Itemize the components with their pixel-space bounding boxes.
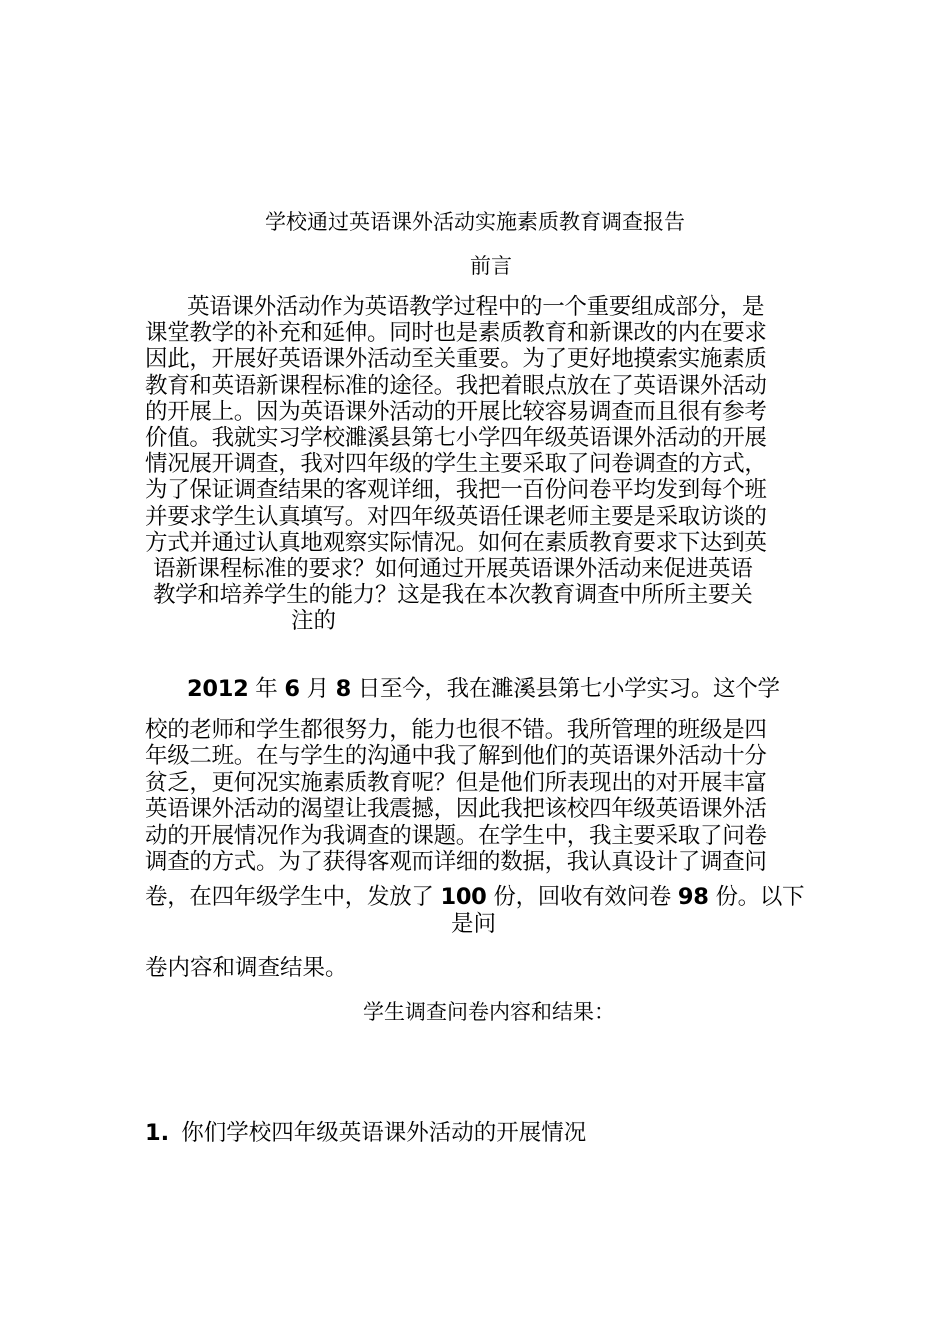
preface-line: 因此，开展好英语课外活动至关重要。为了更好地摸索实施素质 xyxy=(145,346,767,373)
body-last-prefix: 卷，在四年级学生中，发放了 xyxy=(145,884,434,911)
preface-line: 方式并通过认真地观察实际情况。如何在素质教育要求下达到英 xyxy=(145,529,767,556)
month-value: 6 xyxy=(284,676,300,702)
preface-line: 教育和英语新课程标准的途径。我把着眼点放在了英语课外活动 xyxy=(145,372,767,399)
report-title: 学校通过英语课外活动实施素质教育调查报告 xyxy=(265,210,685,234)
body-line: 贫乏，更何况实施素质教育呢？但是他们所表现出的对开展丰富 xyxy=(145,769,767,796)
preface-line: 价值。我就实习学校濉溪县第七小学四年级英语课外活动的开展 xyxy=(145,425,767,452)
year-unit: 年 xyxy=(255,676,278,702)
section-heading: 学生调查问卷内容和结果： xyxy=(363,1000,615,1024)
preface-line: 情况展开调查，我对四年级的学生主要采取了问卷调查的方式， xyxy=(145,451,767,478)
body-line: 英语课外活动的渴望让我震撼，因此我把该校四年级英语课外活 xyxy=(145,796,767,823)
body-first-line-rest: 日至今，我在濉溪县第七小学实习。这个学 xyxy=(357,676,780,702)
preface-heading: 前言 xyxy=(470,254,512,278)
body-continuation-wen: 是问 xyxy=(451,911,497,937)
issued-count: 100 xyxy=(440,884,487,911)
preface-line: 教学和培养学生的能力？这是我在本次教育调查中所所主要关 xyxy=(153,582,753,609)
preface-tail: 注的 xyxy=(291,608,337,634)
preface-line: 的开展上。因为英语课外活动的开展比较容易调查而且很有参考 xyxy=(145,398,767,425)
body-last-mid: 份，回收有效问卷 xyxy=(493,884,672,911)
preface-line: 课堂教学的补充和延伸。同时也是素质教育和新课改的内在要求 xyxy=(145,320,767,347)
preface-line: 语新课程标准的要求？如何通过开展英语课外活动来促进英语 xyxy=(153,556,753,583)
body-continuation-juan: 卷内容和调查结果。 xyxy=(145,955,348,981)
body-line: 动的开展情况作为我调查的课题。在学生中，我主要采取了问卷 xyxy=(145,822,767,849)
preface-line: 英语课外活动作为英语教学过程中的一个重要组成部分，是 xyxy=(187,294,765,320)
body-line: 校的老师和学生都很努力，能力也很不错。我所管理的班级是四 xyxy=(145,717,767,743)
day-value: 8 xyxy=(335,676,351,702)
body-paragraph xyxy=(145,674,809,911)
body-line: 年级二班。在与学生的沟通中我了解到他们的英语课外活动十分 xyxy=(145,743,767,770)
valid-count: 98 xyxy=(677,884,709,911)
body-first-line xyxy=(145,674,809,704)
preface-line: 为了保证调查结果的客观详细，我把一百份问卷平均发到每个班 xyxy=(145,477,767,504)
month-unit: 月 xyxy=(306,676,329,702)
body-last-line xyxy=(145,884,809,910)
preface-line: 并要求学生认真填写。对四年级英语任课老师主要是采取访谈的 xyxy=(145,503,767,530)
body-last-suffix: 份。以下 xyxy=(715,884,805,911)
question-text: 你们学校四年级英语课外活动的开展情况 xyxy=(181,1120,587,1146)
body-line: 调查的方式。为了获得客观而详细的数据，我认真设计了调查问 xyxy=(145,849,767,876)
year-value: 2012 xyxy=(187,676,249,702)
question-1 xyxy=(145,1119,586,1147)
question-number: 1. xyxy=(145,1120,170,1146)
preface-paragraph xyxy=(145,294,809,608)
